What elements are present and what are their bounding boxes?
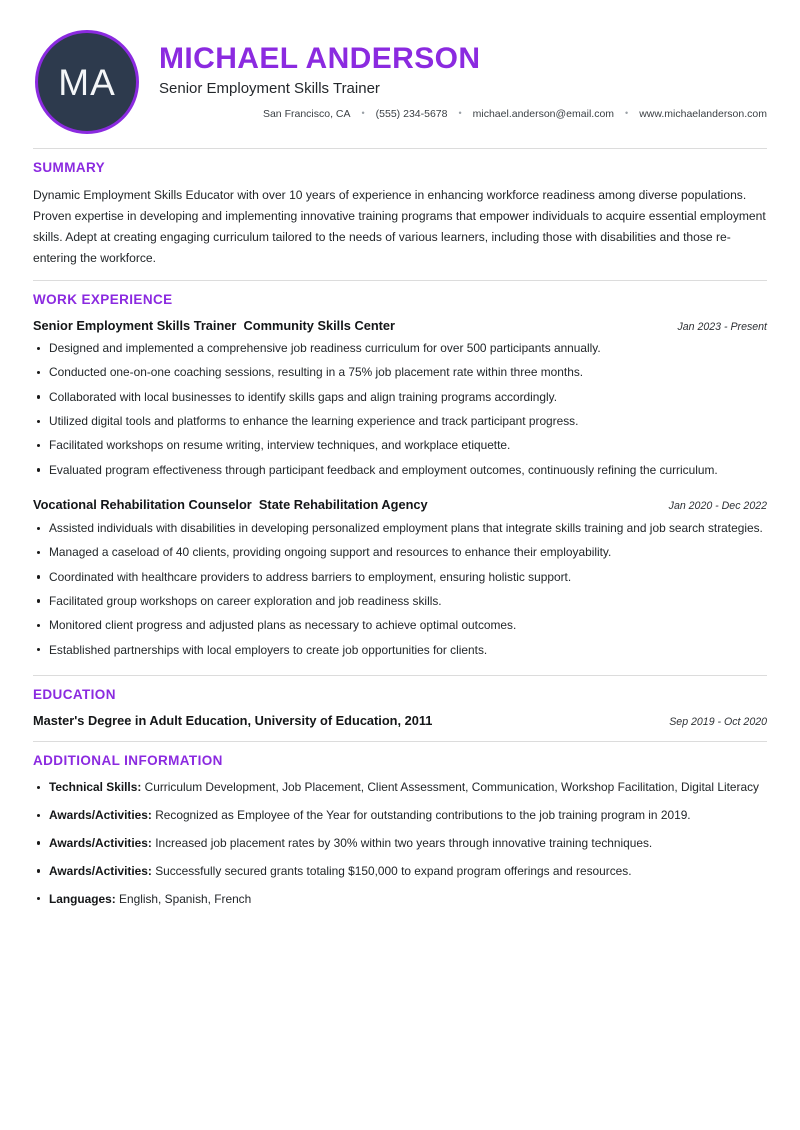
page-title: MICHAEL ANDERSON: [159, 41, 481, 75]
spacer: [33, 483, 767, 497]
section-additional-information: [33, 742, 767, 908]
additional-info-value: Increased job placement rates by 30% within two years through innovative training techniques.: [155, 835, 653, 850]
job-bullet-list: [33, 339, 767, 479]
contact-website[interactable]: www.michaelanderson.com: [639, 108, 767, 121]
job-dates: Jan 2023 - Present: [677, 320, 767, 333]
avatar-initials: MA: [58, 61, 116, 103]
section-title-work-experience: WORK EXPERIENCE: [33, 292, 173, 308]
list-item: Managed a caseload of 40 clients, providing ongoing support and resources to enhance their employability.: [33, 543, 767, 562]
additional-info-list: [33, 778, 767, 908]
avatar: [35, 30, 139, 134]
contact-phone[interactable]: (555) 234-5678: [375, 108, 448, 121]
job-entry: [33, 318, 767, 480]
header-job-title: Senior Employment Skills Trainer: [159, 80, 380, 98]
job-heading: [33, 318, 395, 335]
section-title-education: EDUCATION: [33, 687, 116, 703]
list-item: Facilitated workshops on resume writing, interview techniques, and workplace etiquette.: [33, 436, 767, 455]
list-item: Collaborated with local businesses to identify skills gaps and align training programs accordingly.: [33, 388, 767, 407]
additional-info-label: Awards/Activities:: [49, 835, 152, 850]
contact-separator-icon: •: [625, 108, 629, 119]
additional-info-value: English, Spanish, French: [119, 891, 252, 906]
additional-info-label: Awards/Activities:: [49, 808, 152, 823]
list-item: Utilized digital tools and platforms to enhance the learning experience and track participant progress.: [33, 412, 767, 431]
job-role: Senior Employment Skills Trainer: [33, 317, 237, 333]
additional-info-value: Recognized as Employee of the Year for outstanding contributions to the job training program in 2019.: [155, 808, 691, 823]
section-summary: [33, 149, 767, 280]
contact-email[interactable]: michael.anderson@email.com: [472, 108, 615, 121]
list-item: Coordinated with healthcare providers to address barriers to employment, ensuring holistic support.: [33, 568, 767, 587]
additional-info-value: Curriculum Development, Job Placement, Client Assessment, Communication, Workshop Facilitation, Digital Literacy: [144, 780, 760, 795]
job-company: Community Skills Center: [243, 317, 395, 333]
contact-separator-icon: •: [361, 108, 365, 119]
list-item: [33, 778, 767, 797]
list-item: Facilitated group workshops on career exploration and job readiness skills.: [33, 592, 767, 611]
list-item: Designed and implemented a comprehensive job readiness curriculum for over 500 participants annually.: [33, 339, 767, 358]
contact-line: [159, 108, 767, 122]
list-item: [33, 834, 767, 853]
list-item: Evaluated program effectiveness through participant feedback and employment outcomes, continuously refining the curriculum.: [33, 461, 767, 480]
education-dates: Sep 2019 - Oct 2020: [669, 715, 767, 728]
section-title-additional-information: ADDITIONAL INFORMATION: [33, 753, 223, 769]
contact-separator-icon: •: [458, 108, 462, 119]
header-text-block: [139, 42, 767, 122]
contact-location: San Francisco, CA: [262, 108, 351, 121]
job-company: State Rehabilitation Agency: [258, 497, 428, 513]
additional-info-label: Technical Skills:: [49, 780, 142, 795]
section-education: [33, 676, 767, 741]
education-degree: Master's Degree in Adult Education, University of Education, 2011: [33, 712, 433, 728]
additional-info-value: Successfully secured grants totaling $150,000 to expand program offerings and resources.: [155, 863, 632, 878]
job-heading: [33, 497, 428, 514]
summary-text: Dynamic Employment Skills Educator with over 10 years of experience in enhancing workforce readiness among diverse populations. Proven expertise in developing and implementing innovative training programs that empower individuals to acquire essential employment skills. Adept at creating engaging curriculum tailored to the needs of various learners, including those with disabilities and those re-entering the workforce.: [33, 188, 766, 265]
education-entry: [33, 713, 767, 730]
additional-info-label: Languages:: [49, 891, 116, 906]
job-dates: Jan 2020 - Dec 2022: [668, 500, 767, 513]
additional-info-label: Awards/Activities:: [49, 863, 152, 878]
section-title-summary: SUMMARY: [33, 160, 106, 175]
job-bullet-list: [33, 519, 767, 659]
job-header: [33, 497, 767, 514]
list-item: Assisted individuals with disabilities in developing personalized employment plans that integrate skills training and job search strategies.: [33, 519, 767, 538]
job-header: [33, 318, 767, 335]
list-item: [33, 862, 767, 881]
section-work-experience: [33, 281, 767, 675]
list-item: Monitored client progress and adjusted plans as necessary to achieve optimal outcomes.: [33, 616, 767, 635]
list-item: Established partnerships with local employers to create job opportunities for clients.: [33, 641, 767, 660]
job-entry: [33, 497, 767, 659]
resume-header: [33, 0, 767, 148]
list-item: Conducted one-on-one coaching sessions, resulting in a 75% job placement rate within three months.: [33, 363, 767, 382]
list-item: [33, 806, 767, 825]
list-item: [33, 890, 767, 909]
job-role: Vocational Rehabilitation Counselor: [33, 497, 252, 513]
